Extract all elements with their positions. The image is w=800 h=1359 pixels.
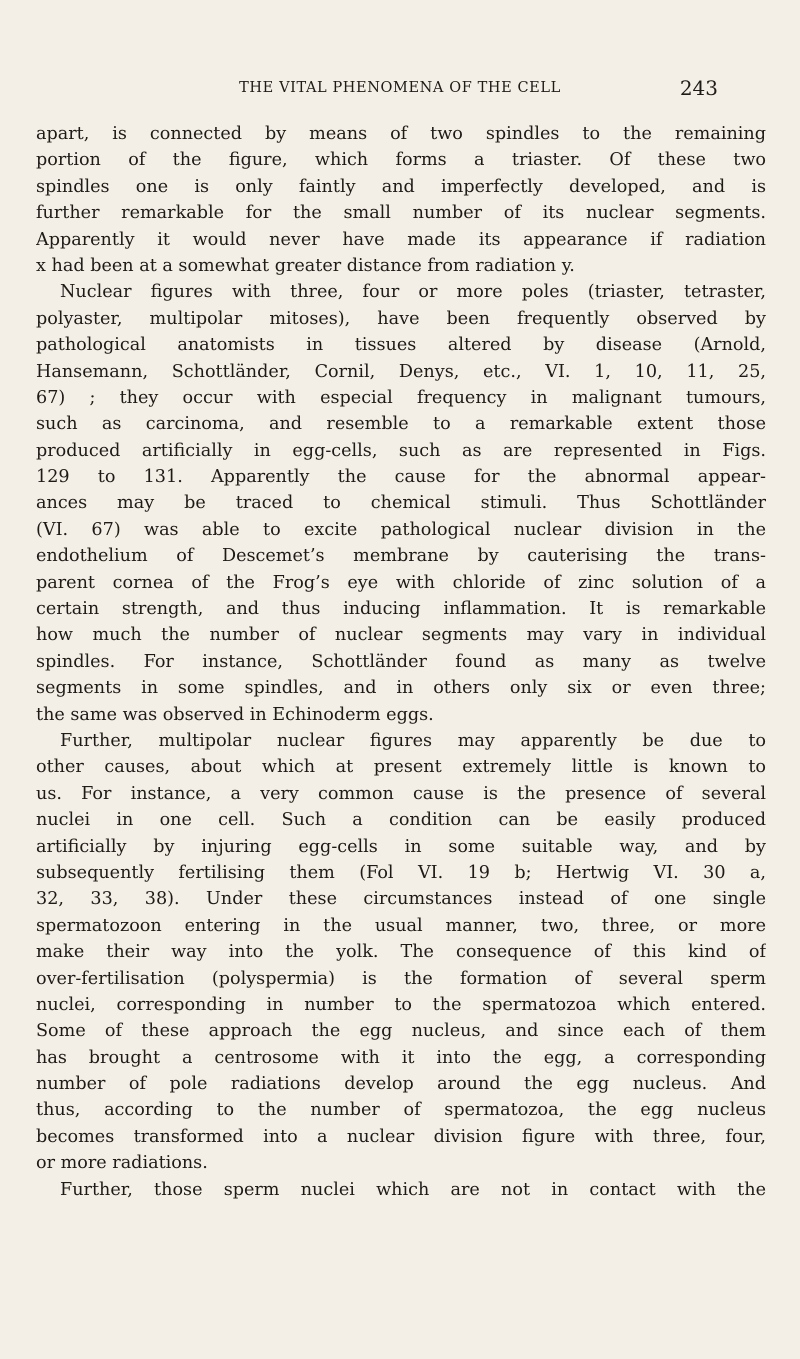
text-line: such as carcinoma, and resemble to a remarkable extent those xyxy=(36,414,766,435)
text-line: thus, according to the number of spermatozoa, the egg nucleus xyxy=(36,1100,766,1121)
text-line: further remarkable for the small number of its nuclear segments. xyxy=(36,203,766,224)
text-line: the same was observed in Echinoderm eggs. xyxy=(36,704,434,725)
text-line: ances may be traced to chemical stimuli. Thus Schottländer xyxy=(36,493,766,514)
text-line: has brought a centrosome with it into the egg, a corresponding xyxy=(36,1047,766,1068)
text-line: spindles. For instance, Schottländer found as many as twelve xyxy=(36,651,766,672)
text-line: spermatozoon entering in the usual manner, two, three, or more xyxy=(36,915,766,936)
text-line: Further, multipolar nuclear figures may apparently be due to xyxy=(60,730,766,751)
text-line: certain strength, and thus inducing inflammation. It is remarkable xyxy=(36,599,766,620)
running-header xyxy=(0,76,800,104)
text-line: over-fertilisation (polyspermia) is the formation of several sperm xyxy=(36,968,766,989)
text-line: Apparently it would never have made its appearance if radiation xyxy=(36,229,766,250)
text-line: make their way into the yolk. The consequence of this kind of xyxy=(36,942,766,963)
text-line: Nuclear figures with three, four or more poles (triaster, tetraster, xyxy=(60,282,766,303)
text-line: apart, is connected by means of two spindles to the remaining xyxy=(36,124,766,144)
text-line: spindles one is only faintly and imperfectly developed, and is xyxy=(36,176,766,197)
text-line: 129 to 131. Apparently the cause for the abnormal appear- xyxy=(36,467,766,488)
text-line: (VI. 67) was able to excite pathological nuclear division in the xyxy=(36,519,766,540)
text-line: nuclei, corresponding in number to the spermatozoa which entered. xyxy=(36,994,766,1015)
text-line: x had been at a somewhat greater distance from radiation y. xyxy=(36,255,575,276)
text-line: becomes transformed into a nuclear division figure with three, four, xyxy=(36,1126,766,1147)
text-line: segments in some spindles, and in others only six or even three; xyxy=(36,678,766,699)
page-number: 243 xyxy=(679,76,718,100)
text-line: 32, 33, 38). Under these circumstances instead of one single xyxy=(36,889,766,910)
text-line: other causes, about which at present extremely little is known to xyxy=(36,757,766,778)
text-line: produced artificially in egg-cells, such as are represented in Figs. xyxy=(36,440,766,461)
running-title: THE VITAL PHENOMENA OF THE CELL xyxy=(239,80,561,96)
text-line: how much the number of nuclear segments may vary in individual xyxy=(36,625,766,646)
text-line: parent cornea of the Frog’s eye with chloride of zinc solution of a xyxy=(36,572,766,593)
text-line: pathological anatomists in tissues altered by disease (Arnold, xyxy=(36,335,766,356)
text-line: Some of these approach the egg nucleus, and since each of them xyxy=(36,1021,766,1042)
text-line: number of pole radiations develop around the egg nucleus. And xyxy=(36,1074,766,1095)
text-line: subsequently fertilising them (Fol VI. 19 b; Hertwig VI. 30 a, xyxy=(36,862,766,883)
text-line: or more radiations. xyxy=(36,1153,208,1174)
text-line: Hansemann, Schottländer, Cornil, Denys, etc., VI. 1, 10, 11, 25, xyxy=(36,361,766,382)
text-line: Further, those sperm nuclei which are not in contact with the xyxy=(60,1179,766,1200)
text-line: artificially by injuring egg-cells in some suitable way, and by xyxy=(36,836,766,857)
text-line: portion of the figure, which forms a triaster. Of these two xyxy=(36,150,766,171)
body-text xyxy=(36,121,766,1203)
text-line: polyaster, multipolar mitoses), have been frequently observed by xyxy=(36,308,766,329)
text-line: us. For instance, a very common cause is the presence of several xyxy=(36,783,766,804)
text-line: nuclei in one cell. Such a condition can be easily produced xyxy=(36,810,766,831)
text-line: endothelium of Descemet’s membrane by cauterising the trans- xyxy=(36,546,766,567)
text-line: 67) ; they occur with especial frequency in malignant tumours, xyxy=(36,387,766,408)
